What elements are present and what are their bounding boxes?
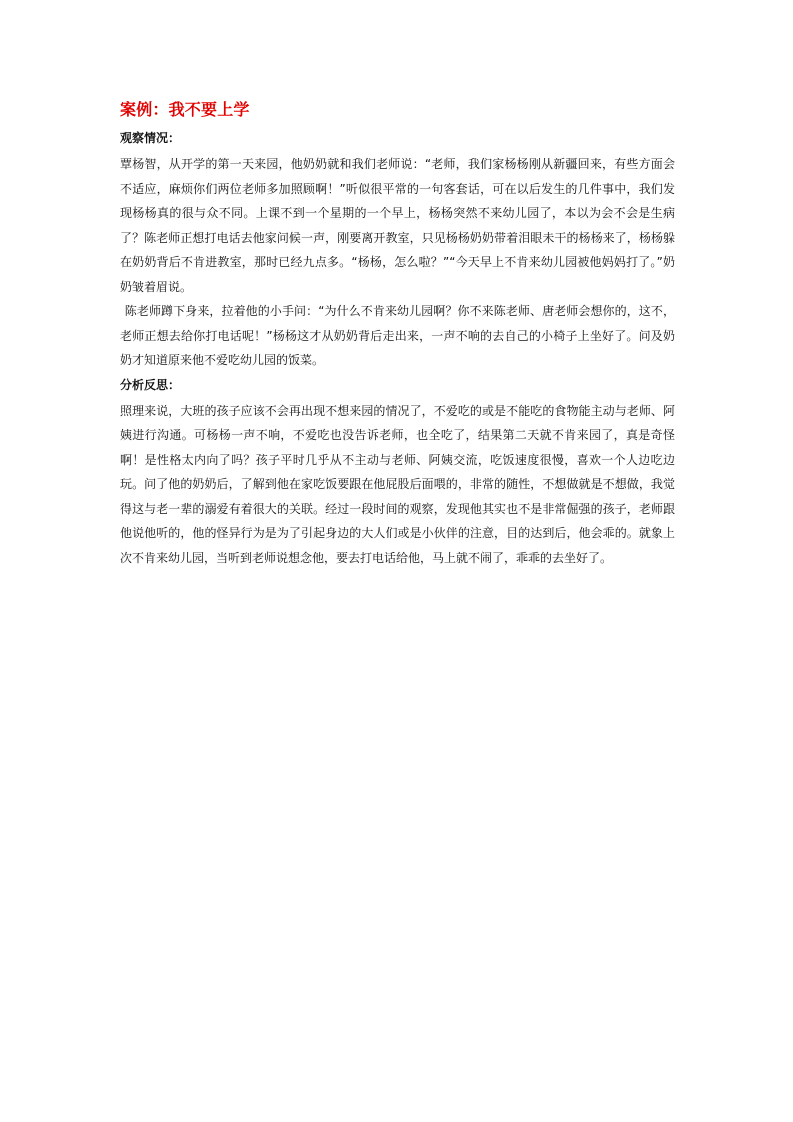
analysis-paragraph-1: 照理来说，大班的孩子应该不会再出现不想来园的情况了，不爱吃的或是不能吃的食物能主动与老师、阿姨进行沟通。可杨杨一声不响，不爱吃也没告诉老师，也全吃了，结果第二天就不肯来园了，真是奇怪啊！是性格太内向了吗？孩子平时几乎从不主动与老师、阿姨交流，吃饭速度很慢，喜欢一个人边吃边玩。问了他的奶奶后，了解到他在家吃饭要跟在他屁股后面喂的，非常的随性，不想做就是不想做，我觉得这与老一辈的溺爱有着很大的关联。经过一段时间的观察，发现他其实也不是非常倔强的孩子，老师跟他说他听的，他的怪异行为是为了引起身边的大人们或是小伙伴的注意，目的达到后，他会乖的。就象上次不肯来幼儿园，当听到老师说想念他，要去打电话给他，马上就不闹了，乖乖的去坐好了。 (120, 403, 675, 565)
section-heading-observation: 观察情况： (120, 131, 181, 145)
document-body (120, 98, 675, 570)
observation-paragraph-2: 陈老师蹲下身来，拉着他的小手问：“为什么不肯来幼儿园啊？你不来陈老师、唐老师会想你的，这不，老师正想去给你打电话呢！”杨杨这才从奶奶背后走出来，一声不响的去自己的小椅子上坐好了。问及奶奶才知道原来他不爱吃幼儿园的饭菜。 (120, 304, 675, 367)
section-heading-analysis: 分析反思： (120, 377, 181, 392)
observation-paragraph-1: 覃杨智，从开学的第一天来园，他奶奶就和我们老师说：“老师，我们家杨杨刚从新疆回来，有些方面会不适应，麻烦你们两位老师多加照顾啊！”听似很平常的一句客套话，可在以后发生的几件事中，我们发现杨杨真的很与众不同。上课不到一个星期的一个早上，杨杨突然不来幼儿园了，本以为会不会是生病了？陈老师正想打电话去他家问候一声，刚要离开教室，只见杨杨奶奶带着泪眼未干的杨杨来了，杨杨躲在奶奶背后不肯进教室，那时已经九点多。“杨杨，怎么啦？”“今天早上不肯来幼儿园被他妈妈打了。”奶奶皱着眉说。 (120, 157, 675, 294)
document-title: 案例：我不要上学 (120, 100, 250, 119)
